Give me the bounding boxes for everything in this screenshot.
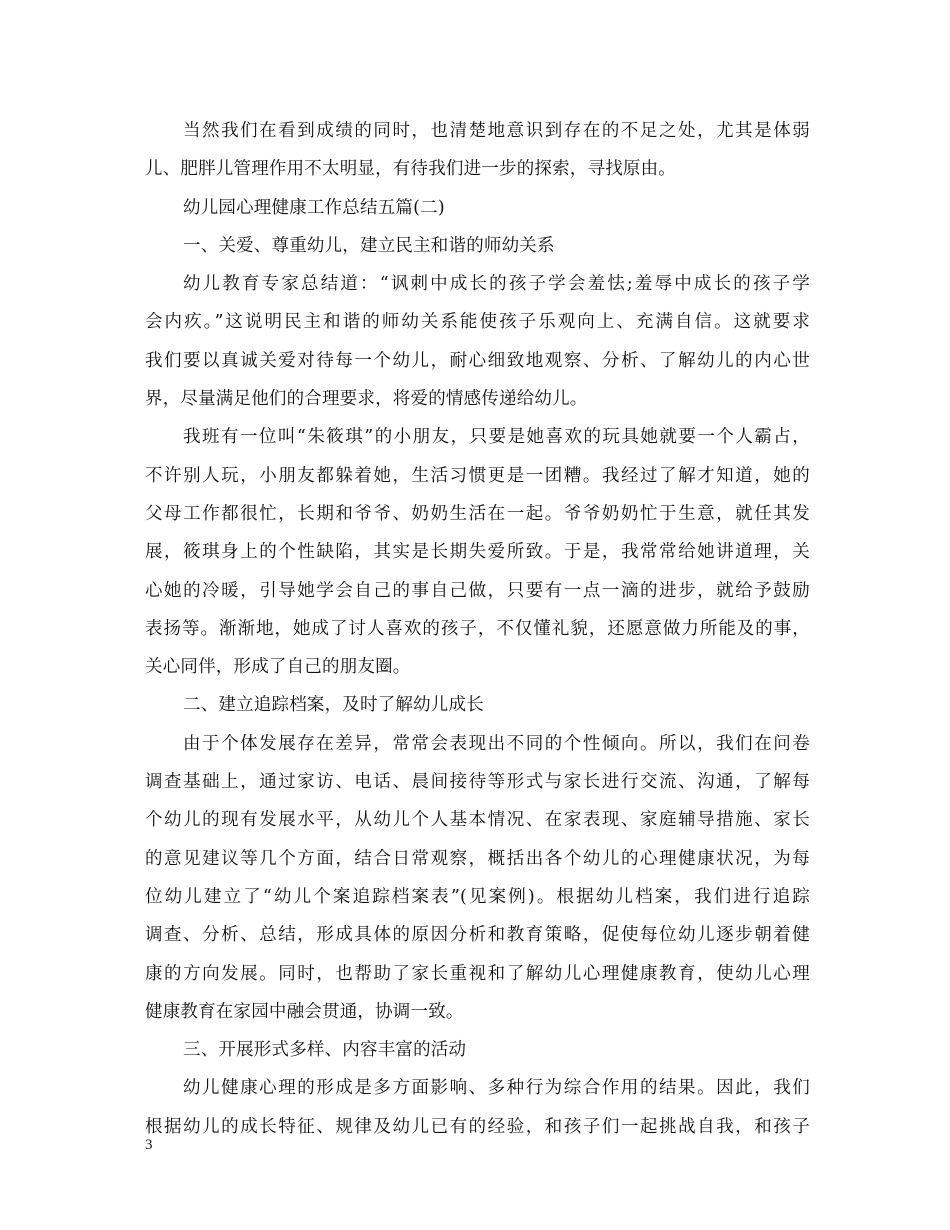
- text-line: 当然我们在看到成绩的同时，也清楚地意识到存在的不足之处，尤其是体弱: [183, 121, 810, 141]
- text-line: 心她的冷暖，引导她学会自己的事自己做，只要有一点一滴的进步，就给予鼓励: [145, 580, 810, 601]
- text-line: 儿、肥胖儿管理作用不太明显，有待我们进一步的探索，寻找原由。: [145, 159, 676, 180]
- text-line: 由于个体发展存在差异，常常会表现出不同的个性倾向。所以，我们在问卷: [183, 733, 810, 754]
- text-line: 调查基础上，通过家访、电话、晨间接待等形式与家长进行交流、沟通，了解每: [145, 772, 810, 793]
- text-line: 健康教育在家园中融会贯通，协调一致。: [145, 1001, 464, 1022]
- text-line: 一、关爱、尊重幼儿，建立民主和谐的师幼关系: [183, 235, 555, 256]
- text-line: 会内疚。”这说明民主和谐的师幼关系能使孩子乐观向上、充满自信。这就要求: [145, 312, 810, 333]
- text-line: 康的方向发展。同时，也帮助了家长重视和了解幼儿心理健康教育，使幼儿心理: [145, 963, 810, 984]
- text-line: 我们要以真诚关爱对待每一个幼儿，耐心细致地观察、分析、了解幼儿的内心世: [145, 350, 810, 371]
- text-line: 展，筱琪身上的个性缺陷，其实是长期失爱所致。于是，我常常给她讲道理，关: [145, 542, 810, 563]
- text-line: 表扬等。渐渐地，她成了讨人喜欢的孩子，不仅懂礼貌，还愿意做力所能及的事，: [145, 618, 810, 639]
- text-line: 关心同伴，形成了自己的朋友圈。: [145, 657, 411, 678]
- text-line: 我班有一位叫“朱筱琪”的小朋友，只要是她喜欢的玩具她就要一个人霸占，: [183, 427, 810, 448]
- document-body: [145, 112, 810, 1146]
- text-line: 不许别人玩，小朋友都躲着她，生活习惯更是一团糟。我经过了解才知道，她的: [145, 465, 810, 486]
- text-line: 幼儿教育专家总结道：“讽刺中成长的孩子学会羞怯;羞辱中成长的孩子学: [183, 274, 810, 295]
- page-number: 3: [145, 1137, 153, 1153]
- text-line: 二、建立追踪档案，及时了解幼儿成长: [183, 695, 484, 716]
- text-line: 根据幼儿的成长特征、规律及幼儿已有的经验，和孩子们一起挑战自我，和孩子: [145, 1116, 810, 1137]
- text-line: 界，尽量满足他们的合理要求，将爱的情感传递给幼儿。: [145, 389, 588, 410]
- text-line: 三、开展形式多样、内容丰富的活动: [183, 1040, 467, 1061]
- text-line: 幼儿健康心理的形成是多方面影响、多种行为综合作用的结果。因此，我们: [183, 1078, 810, 1099]
- text-line: 个幼儿的现有发展水平，从幼儿个人基本情况、在家表现、家庭辅导措施、家长: [145, 810, 810, 831]
- text-line: 的意见建议等几个方面，结合日常观察，概括出各个幼儿的心理健康状况，为每: [145, 848, 810, 869]
- text-line: 位幼儿建立了“幼儿个案追踪档案表”(见案例)。根据幼儿档案，我们进行追踪: [145, 886, 810, 907]
- text-line: 幼儿园心理健康工作总结五篇(二): [183, 197, 445, 218]
- text-line: 调查、分析、总结，形成具体的原因分析和教育策略，促使每位幼儿逐步朝着健: [145, 925, 810, 946]
- text-line: 父母工作都很忙，长期和爷爷、奶奶生活在一起。爷爷奶奶忙于生意，就任其发: [145, 503, 810, 524]
